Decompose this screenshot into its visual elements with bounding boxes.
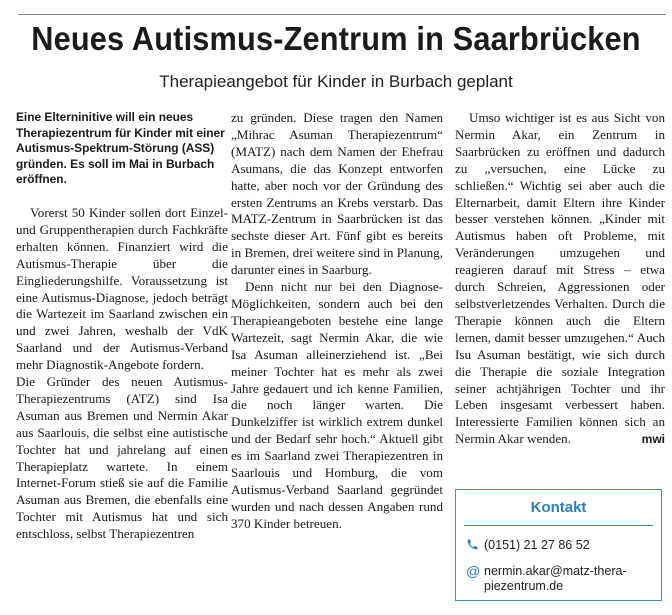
body-paragraph: zu gründen. Diese tragen den Namen „Mihrac Asuman Therapiezentrum“ (MATZ) nach dem Namen der Ehefrau Asumans, die das Konzept entworfen hatte, aber noch vor der Gründung des ersten Zentrums an Krebs verstarb. Das MATZ-Zentrum in Saarbrücken ist das sechste dieser Art. Fünf gibt es bereits in Bremen, drei weitere sind in Planung, darunter eines in Saarburg. xyxy=(231,110,443,278)
contact-email[interactable] xyxy=(466,564,661,594)
at-icon: @ xyxy=(466,563,481,579)
contact-title: Kontakt xyxy=(464,490,653,526)
body-paragraph: Umso wichtiger ist es aus Sicht von Nermin Akar, ein Zentrum in Saarbrücken zu eröffnen und dadurch zu „versuchen, eine Lücke zu schließen.“ Wichtig sei aber auch die Elternarbeit, damit Eltern ihre Kinder besser verstehen können. „Kinder mit Autismus haben oft Probleme, mit Veränderungen umzugehen und reagieren darauf mit Stress – etwa durch Schreien, Aggressionen oder selbstverletzendes Verhalten. Durch die Therapie können auch die Eltern lernen, damit besser umzugehen.“ Auch Isu Asuman bestätigt, wie sich durch die Therapie die soziale Integration seiner achtjährigen Tochter und ihr Leben insgesamt verbessert haben. Interessierte Familien können sich an Nermin Akar wenden. xyxy=(455,110,665,447)
body-paragraph: Vorerst 50 Kinder sollen dort Einzel- und Gruppentherapien durch Fachkräfte erhalten können. Finanziert wird die Autismus-Therapie über die Eingliederungshilfe. Voraussetzung ist eine Autismus-Diagnose, jedoch beträgt die Wartezeit im Saarland zwischen ein und zwei Jahren, weshalb der VdK Saarland und der Autismus-Verband mehr Diagnostik-Angebote fordern. xyxy=(16,204,228,373)
phone-icon xyxy=(466,538,484,554)
contact-phone[interactable] xyxy=(466,538,661,554)
column-3 xyxy=(455,110,665,448)
body-paragraph: Die Gründer des neuen Autismus-Therapiezentrums (ATZ) sind Isa Asuman aus Bremen und Nermin Akar aus Saarlouis, die selbst eine autistische Tochter hat und jahrelang auf einen Therapieplatz wartete. In einem Internet-Forum stieß sie auf die Familie Asuman aus Bremen, die ebenfalls eine Tochter mit Autismus hat und sich entschloss, selbst Therapiezentren xyxy=(16,374,228,542)
contact-phone-number: (0151) 21 27 86 52 xyxy=(484,538,590,552)
contact-box xyxy=(455,489,662,601)
column-1 xyxy=(16,110,228,543)
top-rule xyxy=(18,14,666,15)
contact-email-address: nermin.akar@matz-thera- piezentrum.de xyxy=(484,564,627,593)
subheadline: Therapieangebot für Kinder in Burbach geplant xyxy=(159,72,513,91)
column-2 xyxy=(231,110,443,533)
headline: Neues Autismus-Zentrum in Saarbrücken xyxy=(31,20,641,57)
body-paragraph: Denn nicht nur bei den Diagnose-Möglichkeiten, sondern auch bei den Therapieangeboten bestehe eine lange Wartezeit, sagt Nermin Akar, die wie Isa Asuman alleinerziehend ist. „Bei meiner Tochter hat es mehr als zwei Jahre gedauert und ich kenne Familien, die noch länger warten. Die Dunkelziffer ist wirklich extrem dunkel und der Bedarf sehr hoch.“ Aktuell gibt es im Saarland zwei Therapiezentren in Saarlouis und Homburg, die vom Autismus-Verband Saarland gegründet wurden und nach dessen Angaben rund 370 Kinder betreuen. xyxy=(231,279,443,531)
author-initials: mwi xyxy=(641,432,665,447)
lead-paragraph: Eine Elterninitive will ein neues Therapiezentrum für Kinder mit einer Autismus-Spektrum-Störung (ASS) gründen. Es soll im Mai in Burbach eröffnen. xyxy=(16,110,225,187)
